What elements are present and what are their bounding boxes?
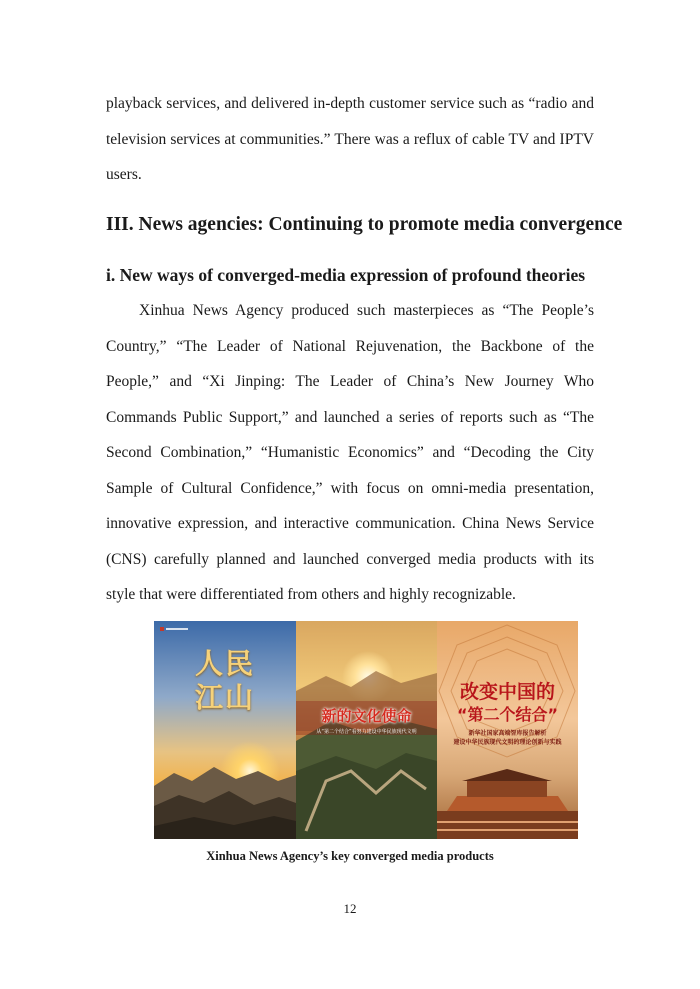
poster-cultural-mission bbox=[296, 621, 437, 839]
poster-second-combination-title-line1: 改变中国的 bbox=[459, 681, 555, 703]
poster-peoples-country bbox=[154, 621, 296, 839]
page-number: 12 bbox=[343, 901, 357, 916]
figure-posters bbox=[154, 621, 578, 839]
poster-cultural-mission-title: 新的文化使命 bbox=[321, 707, 412, 725]
paragraph-intro: playback services, and delivered in-depth customer service such as “radio and television services at communities.” There was a reflux of cable TV and IPTV users. bbox=[106, 95, 594, 183]
poster-cultural-mission-subtitle: 从“第二个结合”看努力建设中华民族现代文明 bbox=[316, 729, 417, 735]
poster-second-combination-subtitle-line2: 建设中华民族现代文明的理论创新与实践 bbox=[453, 739, 562, 746]
poster-second-combination bbox=[437, 621, 578, 839]
poster-second-combination-subtitle-line1: 新华社国家高端智库报告解析 bbox=[468, 730, 547, 737]
poster-peoples-country-title: 人民江山 bbox=[194, 647, 255, 714]
section-heading: III. News agencies: Continuing to promote media convergence bbox=[106, 214, 623, 235]
figure-caption: Xinhua News Agency’s key converged media products bbox=[206, 849, 494, 863]
paragraph-xinhua: Xinhua News Agency produced such masterpieces as “The People’s Country,” “The Leader of National Rejuvenation, the Backbone of the People,” and “Xi Jinping: The Leader of China’s New Journey Who Commands Public Support,” and launched a series of reports such as “The Second Combination,” “Humanistic Economics” and “Decoding the City Sample of Cultural Confidence,” with focus on omni-media presentation, innovative expression, and interactive communication. China News Service (CNS) carefully planned and launched converged media products with its style that were differentiated from others and highly recognizable. bbox=[106, 302, 594, 603]
poster-second-combination-title-line2: “第二个结合” bbox=[456, 705, 559, 724]
subsection-heading: i. New ways of converged-media expression of profound theories bbox=[106, 265, 586, 285]
